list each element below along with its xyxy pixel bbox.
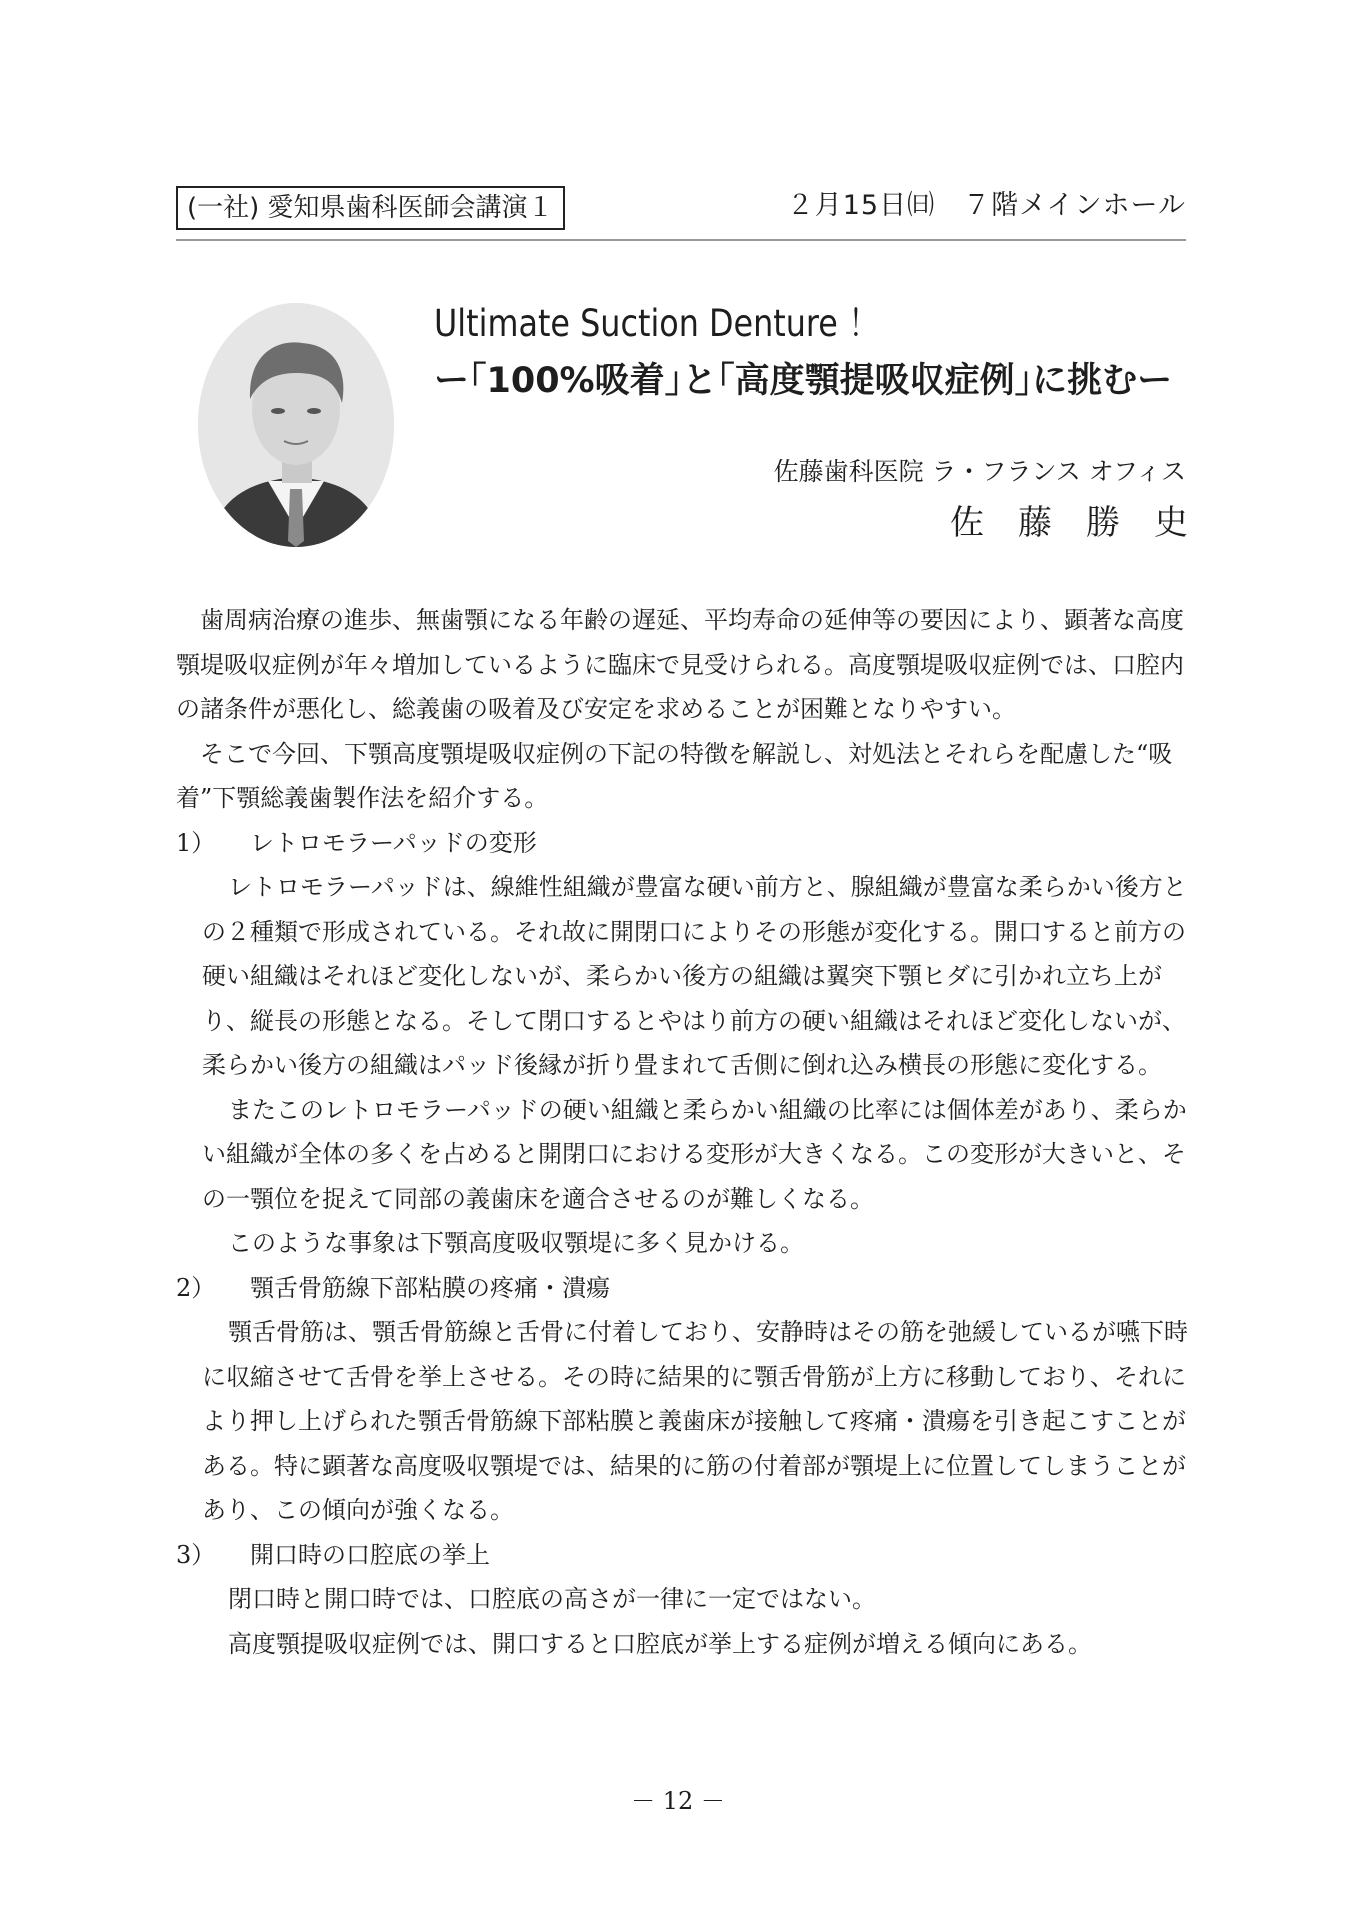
section-number: 2） [176,1273,216,1302]
section-paragraph: レトロモラーパッドは、線維性組織が豊富な硬い前方と、腺組織が豊富な柔らかい後方との２種類で形成されている。それ故に開閉口によりその形態が変化する。開口すると前方の硬い組織はそれほど変化しないが、柔らかい後方の組織は翼突下顎ヒダに引かれ立ち上がり、縦長の形態となる。そして閉口するとやはり前方の硬い組織はそれほど変化しないが、柔らかい後方の組織はパッド後縁が折り畳まれて舌側に倒れ込み横長の形態に変化する。 [202,873,1187,1079]
speaker-name: 佐藤勝史 [950,503,1222,543]
intro-paragraph: 歯周病治療の進歩、無歯顎になる年齢の遅延、平均寿命の延伸等の要因により、顕著な高度顎堤吸収症例が年々増加しているように臨床で見受けられる。高度顎堤吸収症例では、口腔内の諸条件が悪化し、総義歯の吸着及び安定を求めることが困難となりやすい。 [176,606,1184,723]
section-heading [176,1533,1188,1578]
header-divider [176,239,1186,241]
intro-paragraph: そこで今回、下顎高度顎堤吸収症例の下記の特徴を解説し、対処法とそれらを配慮した“吸着”下顎総義歯製作法を紹介する。 [176,739,1173,812]
date-venue: ２月15日㈰ ７階メインホール [786,190,1186,221]
section-title: 開口時の口腔底の挙上 [250,1540,490,1569]
section-title: 顎舌骨筋線下部粘膜の疼痛・潰瘍 [250,1273,610,1302]
section-number: 3） [176,1540,216,1569]
lecture-title-japanese: ー｢100%吸着｣と｢高度顎提吸収症例｣に挑むー [434,361,1173,401]
section-heading [176,821,1188,866]
abstract-body [176,598,1188,1666]
section-paragraph: 顎舌骨筋は、顎舌骨筋線と舌骨に付着しており、安静時はその筋を弛緩しているが嚥下時に収縮させて舌骨を挙上させる。その時に結果的に顎舌骨筋が上方に移動しており、それにより押し上げられた顎舌骨筋線下部粘膜と義歯床が接触して疼痛・潰瘍を引き起こすことがある。特に顕著な高度吸収顎堤では、結果的に筋の付着部が顎堤上に位置してしまうことがあり、この傾向が強くなる。 [202,1318,1188,1524]
section-paragraph: 閉口時と開口時では、口腔底の高さが一律に一定ではない。 [228,1585,876,1613]
speaker-affiliation: 佐藤歯科医院 ラ・フランス オフィス [773,457,1186,486]
section-number: 1） [176,828,216,857]
section-title: レトロモラーパッドの変形 [250,828,537,857]
lecture-title-english: Ultimate Suction Denture ！ [434,302,880,345]
section-paragraph: 高度顎提吸収症例では、開口すると口腔底が挙上する症例が増える傾向にある。 [228,1629,1092,1658]
section-heading [176,1266,1188,1311]
section-paragraph: またこのレトロモラーパッドの硬い組織と柔らかい組織の比率には個体差があり、柔らかい組織が全体の多くを占めると開閉口における変形が大きくなる。この変形が大きいと、その一顎位を捉えて同部の義歯床を適合させるのが難しくなる。 [202,1095,1187,1213]
page-header [176,176,1186,236]
page-number: － 12 － [631,1787,725,1815]
session-label: (一社) 愛知県歯科医師会講演１ [176,186,565,230]
speaker-portrait [198,303,394,547]
section-paragraph: このような事象は下顎高度吸収顎堤に多く見かける。 [228,1229,804,1257]
